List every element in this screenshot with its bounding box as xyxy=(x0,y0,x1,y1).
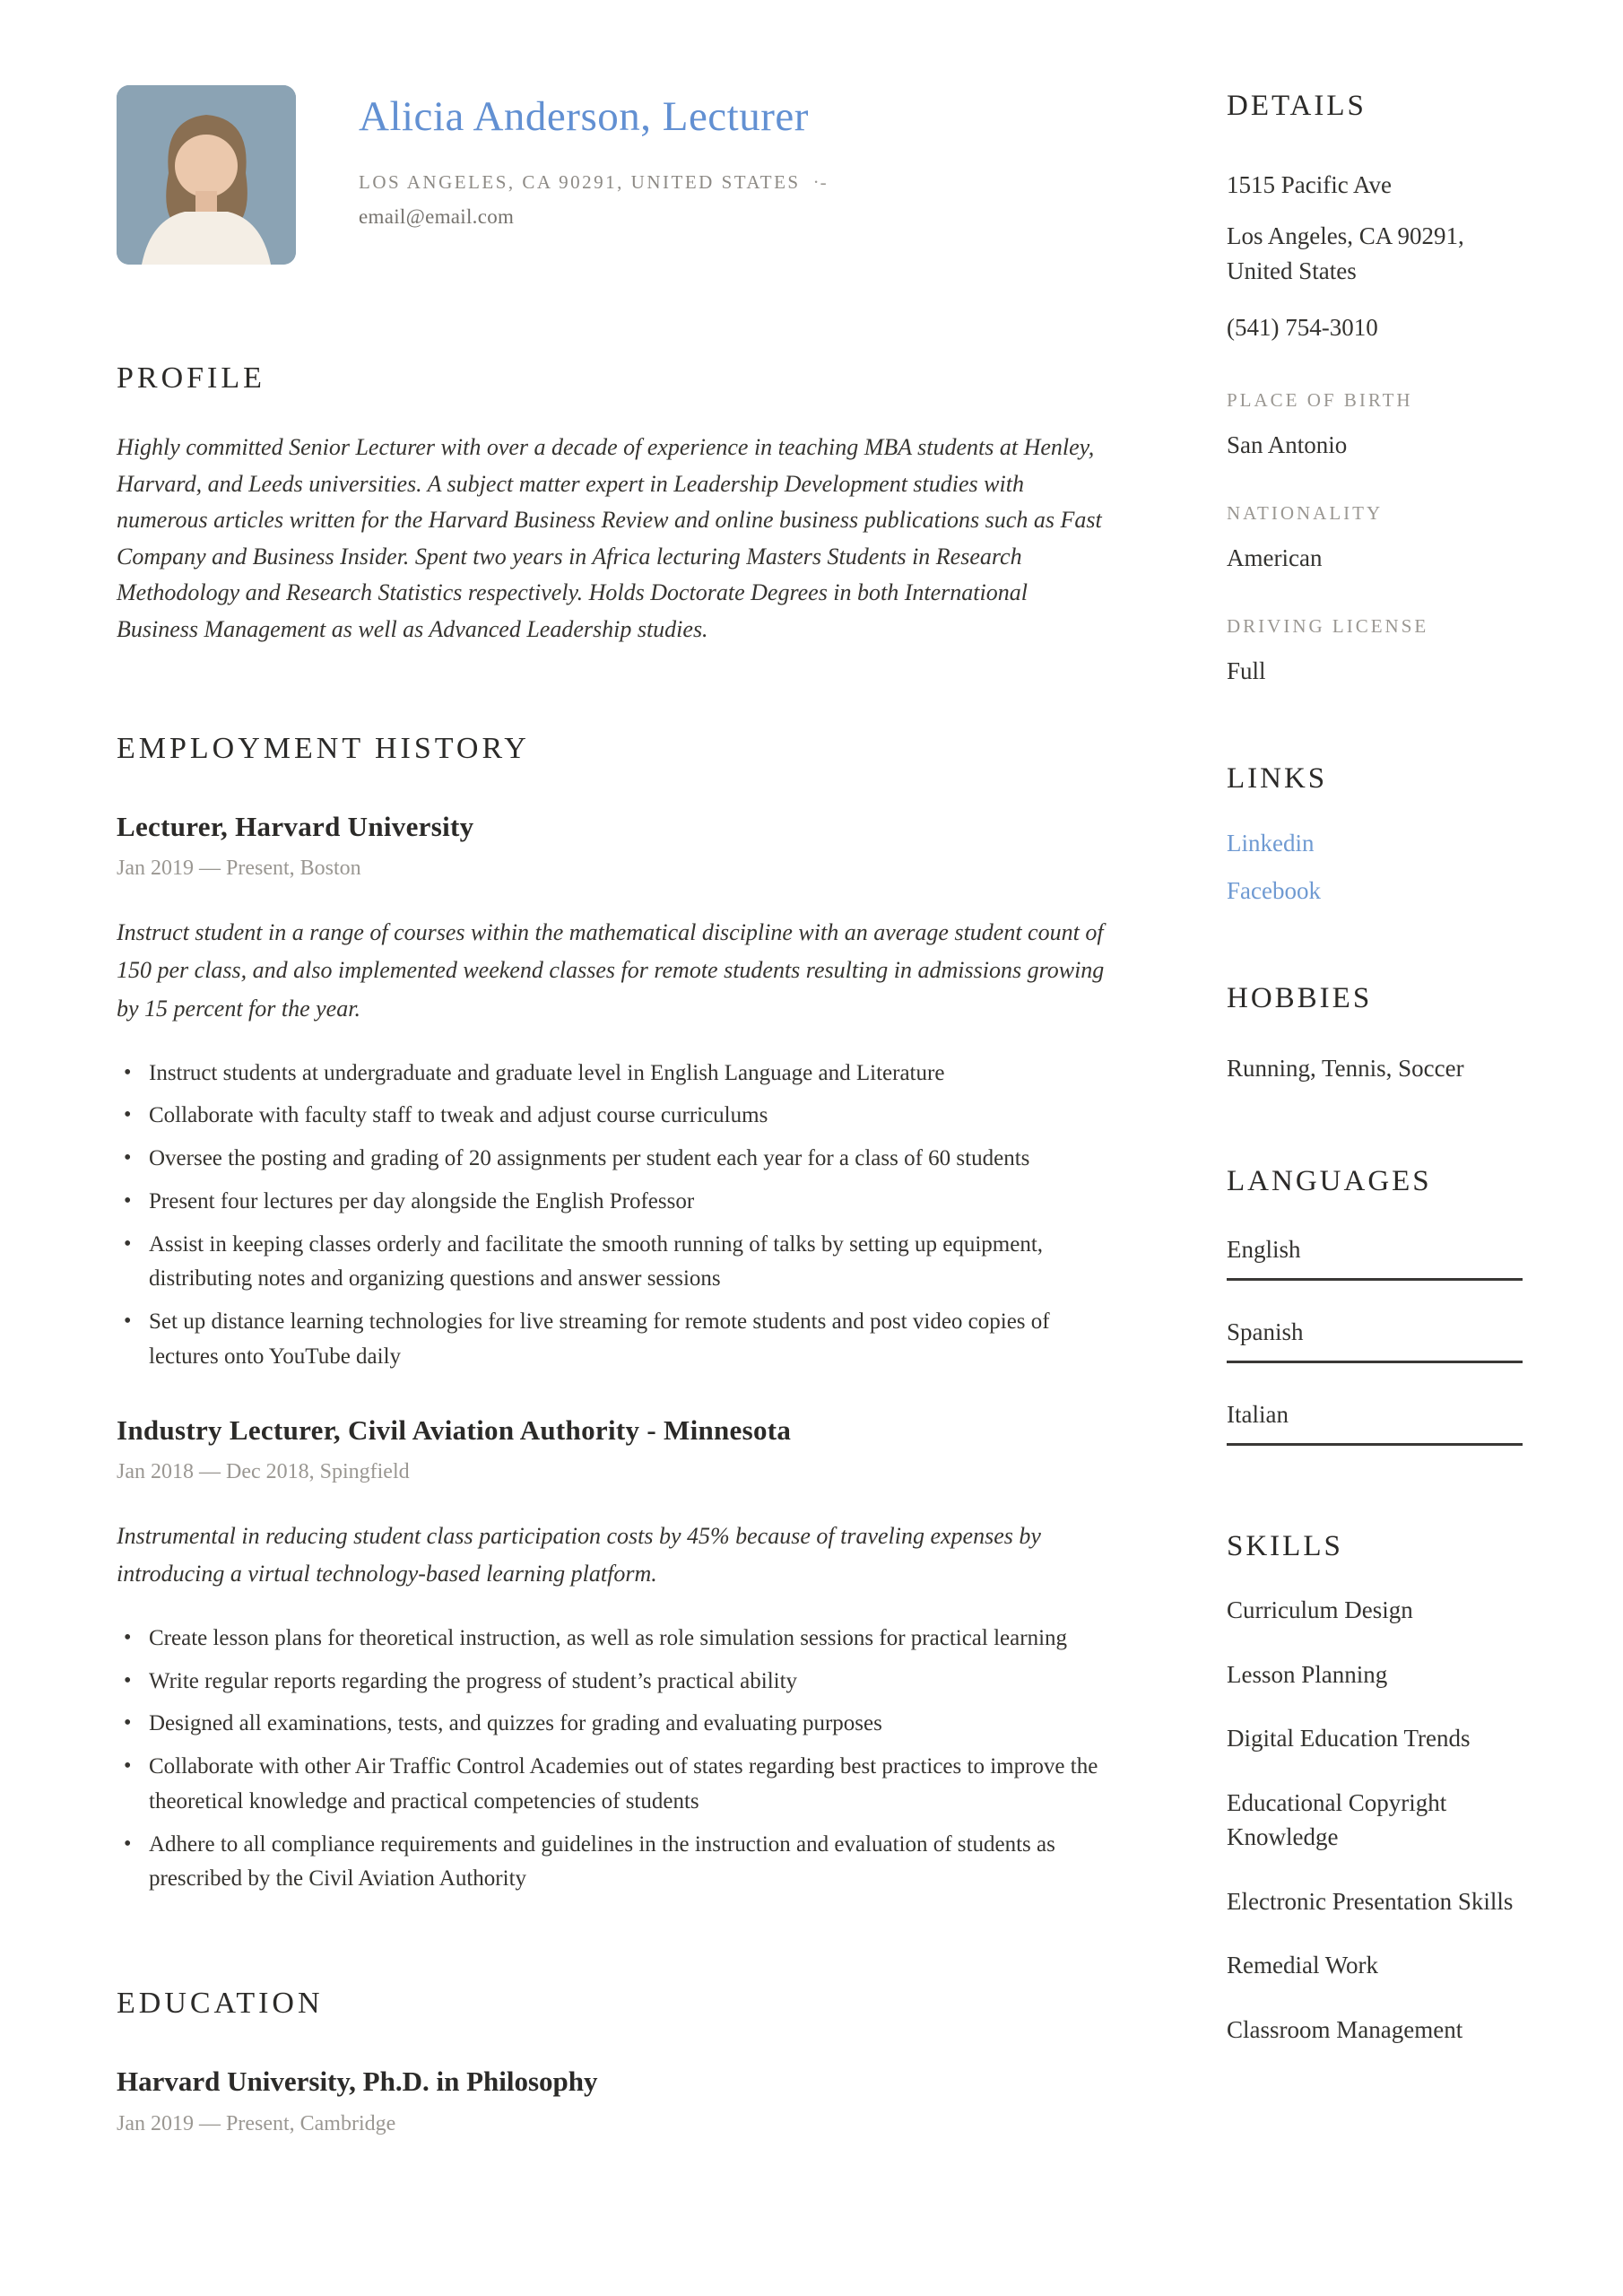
section-employment xyxy=(117,732,1112,1897)
job-date: Jan 2018 — Dec 2018, Spingfield xyxy=(117,1459,410,1483)
skill-item: Classroom Management xyxy=(1227,2016,1463,2044)
employment-heading: EMPLOYMENT HISTORY xyxy=(117,732,530,766)
job-entry xyxy=(117,1414,1112,1897)
address-line-1: 1515 Pacific Ave xyxy=(1227,171,1392,198)
job-entry xyxy=(117,811,1112,1374)
field-value-place-of-birth: San Antonio xyxy=(1227,430,1348,458)
list-item: • Write regular reports regarding the progress of student’s practical ability xyxy=(117,1665,1112,1700)
skill-item: Electronic Presentation Skills xyxy=(1227,1887,1514,1915)
list-item: • Assist in keeping classes orderly and facilitate the smooth running of talks by setting up equipment, distributing notes and organizing questions and answer sessions xyxy=(117,1228,1112,1298)
hobbies-heading: HOBBIES xyxy=(1227,981,1373,1014)
email-text: email@email.com xyxy=(359,205,515,229)
facebook-link[interactable]: Facebook xyxy=(1227,876,1321,904)
contact-line xyxy=(359,171,828,194)
job-bullets xyxy=(117,1057,1112,1375)
section-education xyxy=(117,1987,1112,2136)
list-item: • Set up distance learning technologies for live streaming for remote students and post video copies of lectures onto YouTube daily xyxy=(117,1305,1112,1375)
links-heading: LINKS xyxy=(1227,761,1328,795)
skill-item: Educational Copyright Knowledge xyxy=(1227,1789,1447,1850)
education-title: Harvard University, Ph.D. in Philosophy xyxy=(117,2066,598,2098)
education-item xyxy=(117,2066,1112,2136)
job-summary: Instruct student in a range of courses within the mathematical discipline with an average student count of 150 per class, and also implemented weekend classes for remote students resulting in admissions growing by 15 percent for the year. xyxy=(117,919,1105,1022)
phone-number: (541) 754-3010 xyxy=(1227,314,1378,342)
skill-item: Digital Education Trends xyxy=(1227,1725,1471,1752)
profile-text: Highly committed Senior Lecturer with over a decade of experience in teaching MBA students at Henley, Harvard, and Leeds universities. A subject matter expert in Leadership Development studies with numerous articles written for the Harvard Business Review and online business publications such as Fast Company and Business Insider. Spent two years in Africa lecturing Masters Students in Research Methodology and Research Statistics respectively. Holds Doctorate Degrees in both International Business Management as well as Advanced Leadership studies. xyxy=(117,434,1102,642)
header xyxy=(117,85,1112,265)
linkedin-link[interactable]: Linkedin xyxy=(1227,829,1315,857)
job-title: Lecturer, Harvard University xyxy=(117,811,474,843)
list-item: • Collaborate with faculty staff to tweak and adjust course curriculums xyxy=(117,1099,1112,1134)
language-item-spanish: Spanish xyxy=(1227,1318,1523,1363)
job-title: Industry Lecturer, Civil Aviation Authority - Minnesota xyxy=(117,1413,792,1446)
profile-photo xyxy=(117,85,296,265)
language-item-italian: Italian xyxy=(1227,1401,1523,1446)
education-heading: EDUCATION xyxy=(117,1987,324,2021)
section-skills xyxy=(1227,1530,1523,2048)
sidebar xyxy=(1227,90,1523,2048)
main-column xyxy=(117,85,1112,2136)
section-languages xyxy=(1227,1165,1523,1446)
list-item: • Collaborate with other Air Traffic Control Academies out of states regarding best practices to improve the theoretical knowledge and practical competencies of students xyxy=(117,1750,1112,1820)
profile-heading: PROFILE xyxy=(117,361,265,395)
page-title: Alicia Anderson, Lecturer xyxy=(359,93,809,140)
field-label-place-of-birth: PLACE OF BIRTH xyxy=(1227,388,1413,411)
list-item: • Adhere to all compliance requirements and guidelines in the instruction and evaluation of students as prescribed by the Civil Aviation Authority xyxy=(117,1828,1112,1898)
location-text: LOS ANGELES, CA 90291, UNITED STATES xyxy=(359,171,801,194)
section-links xyxy=(1227,762,1523,905)
person-portrait-icon xyxy=(117,85,296,265)
details-heading: DETAILS xyxy=(1227,90,1367,122)
skill-item: Lesson Planning xyxy=(1227,1660,1388,1688)
list-item: • Oversee the posting and grading of 20 assignments per student each year for a class of 60 students xyxy=(117,1142,1112,1177)
list-item: • Create lesson plans for theoretical instruction, as well as role simulation sessions for practical learning xyxy=(117,1622,1112,1657)
languages-heading: LANGUAGES xyxy=(1227,1164,1432,1197)
skill-item: Remedial Work xyxy=(1227,1952,1379,1979)
header-info xyxy=(359,85,828,229)
list-item: • Present four lectures per day alongside the English Professor xyxy=(117,1185,1112,1220)
education-date: Jan 2019 — Present, Cambridge xyxy=(117,2112,396,2136)
section-profile xyxy=(117,361,1112,648)
job-summary: Instrumental in reducing student class participation costs by 45% because of traveling expenses by introducing a virtual technology-based learning platform. xyxy=(117,1522,1041,1587)
skill-item: Curriculum Design xyxy=(1227,1596,1413,1623)
section-hobbies xyxy=(1227,982,1523,1086)
list-item: • Designed all examinations, tests, and quizzes for grading and evaluating purposes xyxy=(117,1707,1112,1742)
section-details xyxy=(1227,90,1523,685)
field-value-driving-license: Full xyxy=(1227,657,1266,684)
list-item: • Instruct students at undergraduate and graduate level in English Language and Literature xyxy=(117,1057,1112,1091)
job-date: Jan 2019 — Present, Boston xyxy=(117,857,361,881)
job-bullets xyxy=(117,1622,1112,1897)
language-item-english: English xyxy=(1227,1236,1523,1281)
contact-separator: ·- xyxy=(812,171,828,194)
field-label-nationality: NATIONALITY xyxy=(1227,501,1384,524)
field-label-driving-license: DRIVING LICENSE xyxy=(1227,614,1429,637)
address-line-2: Los Angeles, CA 90291, United States xyxy=(1227,222,1464,285)
field-value-nationality: American xyxy=(1227,544,1323,571)
hobbies-text: Running, Tennis, Soccer xyxy=(1227,1054,1464,1082)
skills-heading: SKILLS xyxy=(1227,1529,1343,1562)
